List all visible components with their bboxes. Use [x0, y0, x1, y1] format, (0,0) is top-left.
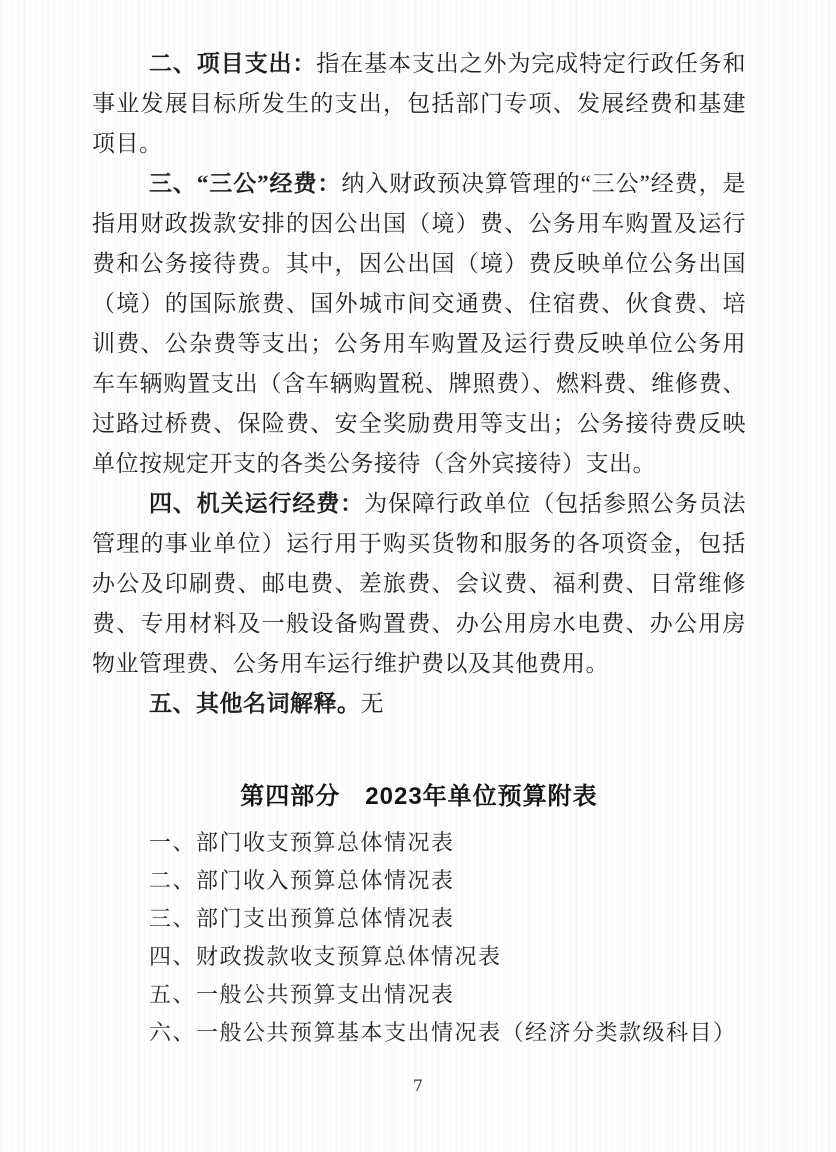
- paragraph-text: 为保障行政单位（包括参照公务员法管理的事业单位）运行用于购买货物和服务的各项资金，包括办公及印刷费、邮电费、差旅费、会议费、福利费、日常维修费、专用材料及一般设备购置费、办公用房水电费、办公用房物业管理费、公务用车运行维护费以及其他费用。: [92, 491, 747, 676]
- paragraph-project-expenditure: [92, 44, 746, 164]
- appendix-item: 五、一般公共预算支出情况表: [149, 982, 455, 1007]
- appendix-item: 四、财政拨款收支预算总体情况表: [149, 944, 502, 969]
- section-heading: 第四部分 2023年单位预算附表: [240, 783, 598, 810]
- appendix-item: 三、部门支出预算总体情况表: [149, 906, 455, 931]
- paragraph-lead: 二、项目支出：: [149, 51, 317, 76]
- appendix-item: 二、部门收入预算总体情况表: [149, 868, 455, 893]
- paragraph-text: 无: [360, 691, 384, 716]
- paragraph-lead: 三、“三公”经费：: [149, 171, 342, 196]
- appendix-item: 一、部门收支预算总体情况表: [149, 830, 455, 855]
- paragraph-lead: 四、机关运行经费：: [149, 491, 365, 516]
- appendix-item: 六、一般公共预算基本支出情况表（经济分类款级科目）: [149, 1020, 737, 1045]
- paragraph-lead: 五、其他名词解释。: [149, 691, 361, 716]
- paragraph-three-public-funds: [92, 164, 746, 484]
- paragraph-text: 指在基本支出之外为完成特定行政任务和事业发展目标所发生的支出，包括部门专项、发展经费和基建项目。: [92, 51, 747, 156]
- paragraph-other-terms: [92, 684, 746, 724]
- paragraph-agency-operating-funds: [92, 484, 746, 684]
- page-number: 7: [412, 1076, 424, 1095]
- page-content: [92, 44, 746, 1052]
- paragraph-text: 纳入财政预决算管理的“三公”经费，是指用财政拨款安排的因公出国（境）费、公务用车购置及运行费和公务接待费。其中，因公出国（境）费反映单位公务出国（境）的国际旅费、国外城市间交通费、住宿费、伙食费、培训费、公杂费等支出；公务用车购置及运行费反映单位公务用车车辆购置支出（含车辆购置税、牌照费）、燃料费、维修费、过路过桥费、保险费、安全奖励费用等支出；公务接待费反映单位按规定开支的各类公务接待（含外宾接待）支出。: [92, 171, 747, 476]
- appendix-list: [92, 824, 746, 1052]
